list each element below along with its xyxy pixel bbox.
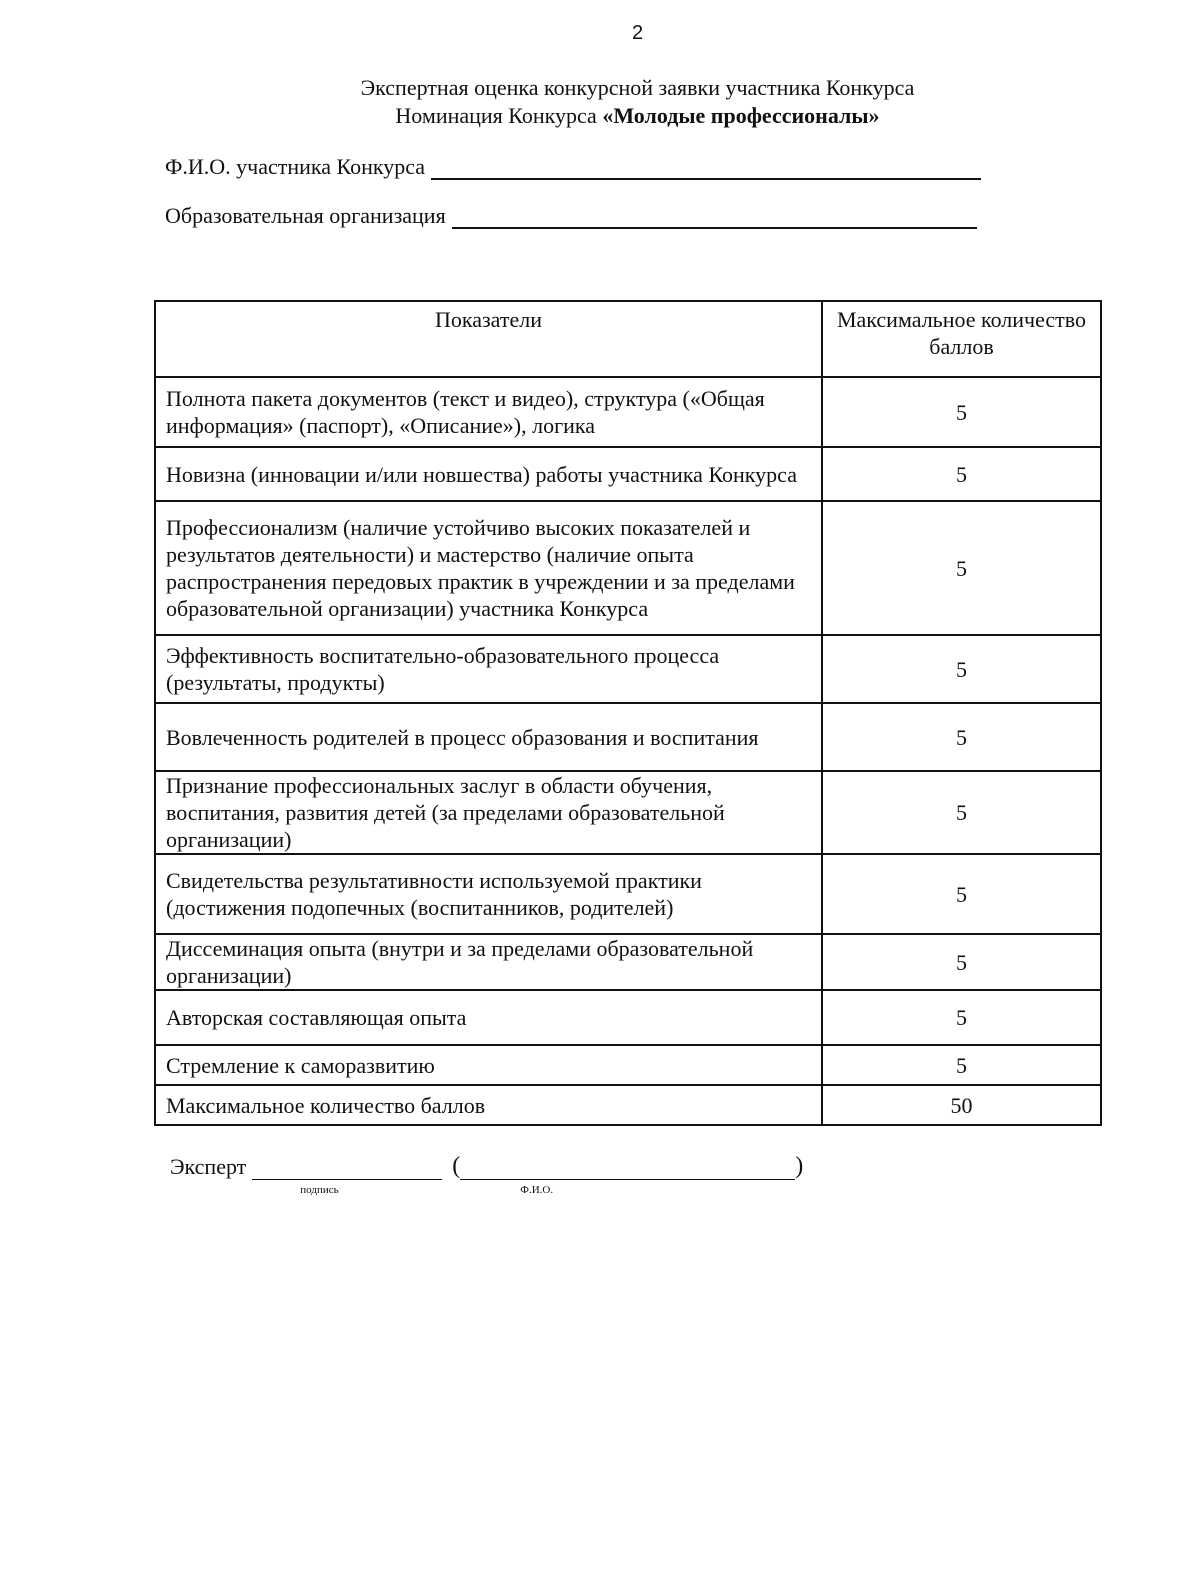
table-row [155, 377, 1101, 447]
indicator-cell: Профессионализм (наличие устойчиво высоких показателей и результатов деятельности) и мастерство (наличие опыта распространения передовых практик в учреждении и за пределами образовательной организации) участника Конкурса [155, 501, 822, 635]
score-cell: 5 [822, 635, 1101, 703]
fio-caption: Ф.И.О. [520, 1184, 554, 1196]
score-cell: 5 [822, 447, 1101, 501]
indicator-cell: Свидетельства результативности используемой практики (достижения подопечных (воспитанников, родителей) [155, 854, 822, 934]
score-cell: 5 [822, 501, 1101, 635]
indicator-cell: Диссеминация опыта (внутри и за пределами образовательной организации) [155, 934, 822, 990]
title-line-1: Экспертная оценка конкурсной заявки участника Конкурса [360, 75, 915, 100]
organization-label: Образовательная организация [165, 203, 446, 228]
indicator-cell: Полнота пакета документов (текст и видео), структура («Общая информация» (паспорт), «Описание»), логика [155, 377, 822, 447]
table-row-total [155, 1085, 1101, 1125]
score-cell: 5 [822, 771, 1101, 854]
table-row [155, 447, 1101, 501]
indicator-cell: Новизна (инновации и/или новшества) работы участника Конкурса [155, 447, 822, 501]
participant-fio-blank[interactable] [431, 156, 981, 180]
close-paren: ) [795, 1153, 804, 1179]
table-row [155, 703, 1101, 771]
table-row [155, 1045, 1101, 1085]
table-row [155, 501, 1101, 635]
title-line-2 [0, 102, 1200, 130]
participant-fio-field [165, 154, 981, 180]
expert-signature-block [170, 1153, 804, 1196]
document-title [0, 74, 1200, 130]
table-row [155, 771, 1101, 854]
organization-field [165, 203, 977, 229]
participant-fio-label: Ф.И.О. участника Конкурса [165, 154, 426, 179]
total-score-cell: 50 [822, 1085, 1101, 1125]
organization-blank[interactable] [452, 205, 977, 229]
nomination-prefix: Номинация Конкурса [395, 103, 603, 128]
score-cell: 5 [822, 1045, 1101, 1085]
indicator-cell: Эффективность воспитательно-образовательного процесса (результаты, продукты) [155, 635, 822, 703]
signature-caption: подпись [300, 1184, 339, 1196]
signature-blank[interactable] [252, 1157, 442, 1196]
table-header-row [155, 301, 1101, 377]
indicator-cell: Вовлеченность родителей в процесс образования и воспитания [155, 703, 822, 771]
criteria-table [154, 300, 1102, 1126]
score-cell: 5 [822, 377, 1101, 447]
indicator-cell: Признание профессиональных заслуг в области обучения, воспитания, развития детей (за пределами образовательной организации) [155, 771, 822, 854]
nomination-name: «Молодые профессионалы» [602, 103, 880, 128]
score-cell: 5 [822, 990, 1101, 1045]
total-label-cell: Максимальное количество баллов [155, 1085, 822, 1125]
table-row [155, 854, 1101, 934]
score-cell: 5 [822, 703, 1101, 771]
open-paren: ( [452, 1153, 461, 1179]
score-cell: 5 [822, 854, 1101, 934]
table-row [155, 990, 1101, 1045]
header-max-score: Максимальное количество баллов [822, 301, 1101, 377]
page-number: 2 [631, 22, 644, 44]
expert-label: Эксперт [170, 1154, 247, 1179]
table-row [155, 934, 1101, 990]
expert-fio-blank[interactable] [460, 1157, 795, 1196]
header-indicators: Показатели [155, 301, 822, 377]
score-cell: 5 [822, 934, 1101, 990]
indicator-cell: Авторская составляющая опыта [155, 990, 822, 1045]
table-row [155, 635, 1101, 703]
indicator-cell: Стремление к саморазвитию [155, 1045, 822, 1085]
